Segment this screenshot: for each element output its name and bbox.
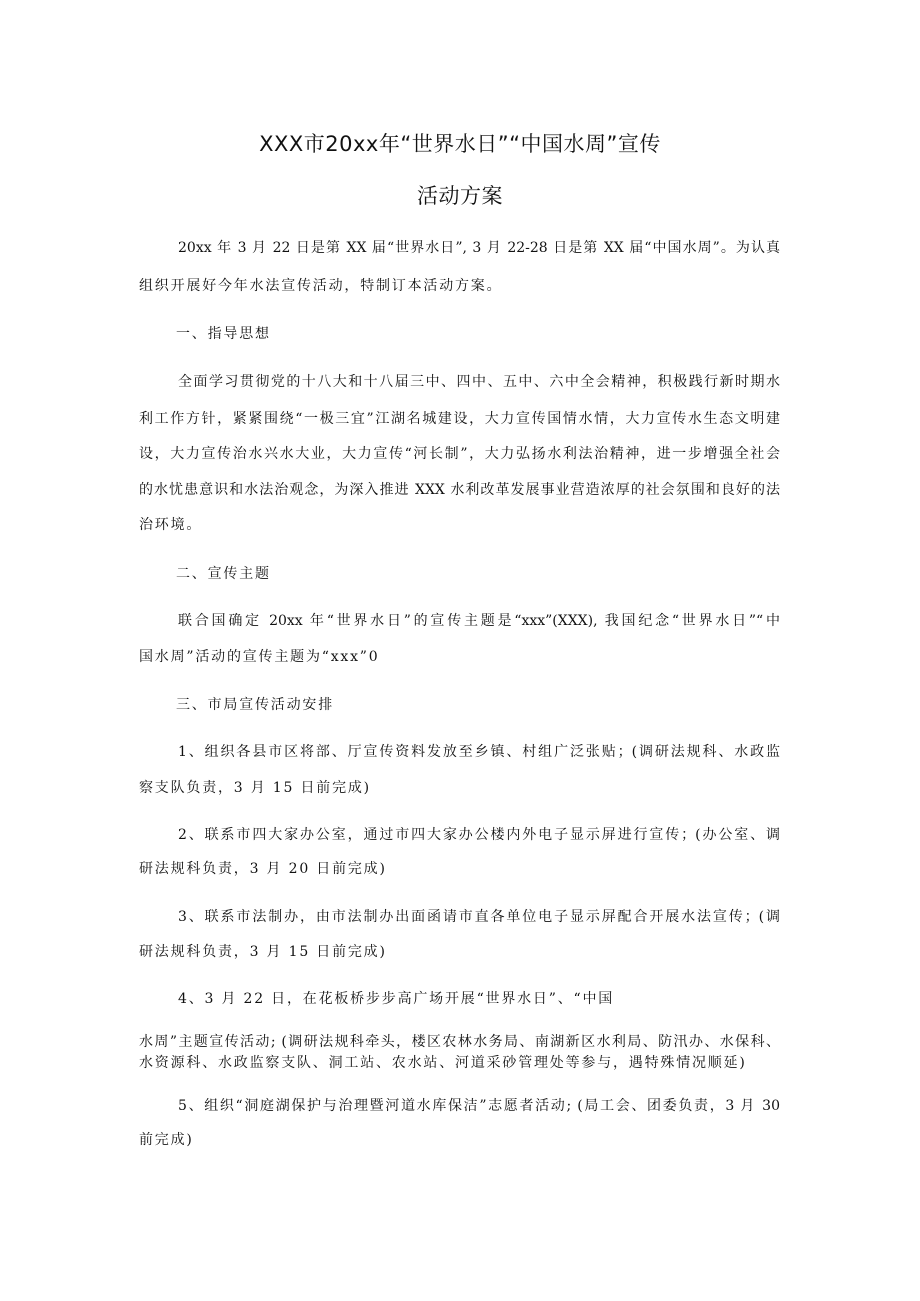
list-item-line: 3、联系市法制办，由市法制办出面函请市直各单位电子显示屏配合开展水法宣传；(调	[178, 909, 780, 925]
list-item-line: 1、组织各县市区将部、厅宣传资料发放至乡镇、村组广泛张贴；(调研法规科、水政监	[178, 744, 780, 760]
paragraph-line: 全面学习贯彻党的十八大和十八届三中、四中、五中、六中全会精神，积极践行新时期水	[178, 374, 780, 390]
list-item-line: 4、3 月 22 日，在花板桥步步高广场开展“世界水日”、“中国	[178, 991, 615, 1007]
list-item-line: 5、组织“洞庭湖保护与治理暨河道水库保洁”志愿者活动; (局工会、团委负责，3 月 30	[178, 1098, 780, 1114]
list-item-line: 2、联系市四大家办公室，通过市四大家办公楼内外电子显示屏进行宣传；(办公室、调	[178, 827, 780, 843]
list-item-line: 察支队负责，3 月 15 日前完成)	[139, 780, 371, 796]
paragraph-line: 利工作方针，紧紧围绕“一极三宜”江湖名城建设，大力宣传国情水情，大力宣传水生态文明建	[139, 411, 780, 427]
paragraph-line: 联合国确定 20xx 年“世界水日”的宣传主题是“xxx”(XXX), 我国纪念“世界水日”“中	[178, 613, 780, 629]
paragraph-line: 设，大力宣传治水兴水大业，大力宣传“河长制”，大力弘扬水利法治精神，进一步增强全社会	[139, 446, 780, 462]
intro-line: 20xx 年 3 月 22 日是第 XX 届“世界水日”, 3 月 22-28 日是第 XX 届“中国水周”。为认真	[178, 240, 780, 256]
document-title: XXX市20xx年“世界水日”“中国水周”宣传	[259, 132, 661, 156]
section-heading: 二、宣传主题	[176, 566, 271, 582]
section-heading: 一、指导思想	[176, 326, 271, 342]
list-item-line: 研法规科负责，3 月 15 日前完成)	[139, 944, 387, 960]
list-item-line: 研法规科负责，3 月 20 日前完成)	[139, 861, 387, 877]
list-item-line: 水周”主题宣传活动; (调研法规科牵头，楼区农林水务局、南湖新区水利局、防汛办、水保科、	[139, 1034, 780, 1050]
paragraph-line: 国水周”活动的宣传主题为“xxx”0	[139, 649, 380, 665]
section-heading: 三、市局宣传活动安排	[176, 697, 334, 713]
list-item-line: 水资源科、水政监察支队、洞工站、农水站、河道采砂管理处等参与，遇特殊情况顺延)	[139, 1055, 747, 1071]
list-item-line: 前完成)	[139, 1132, 194, 1148]
paragraph-line: 的水忧患意识和水法治观念，为深入推进 XXX 水利改革发展事业营造浓厚的社会氛围和良好的法	[139, 482, 780, 498]
paragraph-line: 治环境。	[139, 517, 203, 533]
intro-line: 组织开展好今年水法宣传活动，特制订本活动方案。	[139, 278, 503, 294]
document-subtitle: 活动方案	[417, 184, 503, 208]
